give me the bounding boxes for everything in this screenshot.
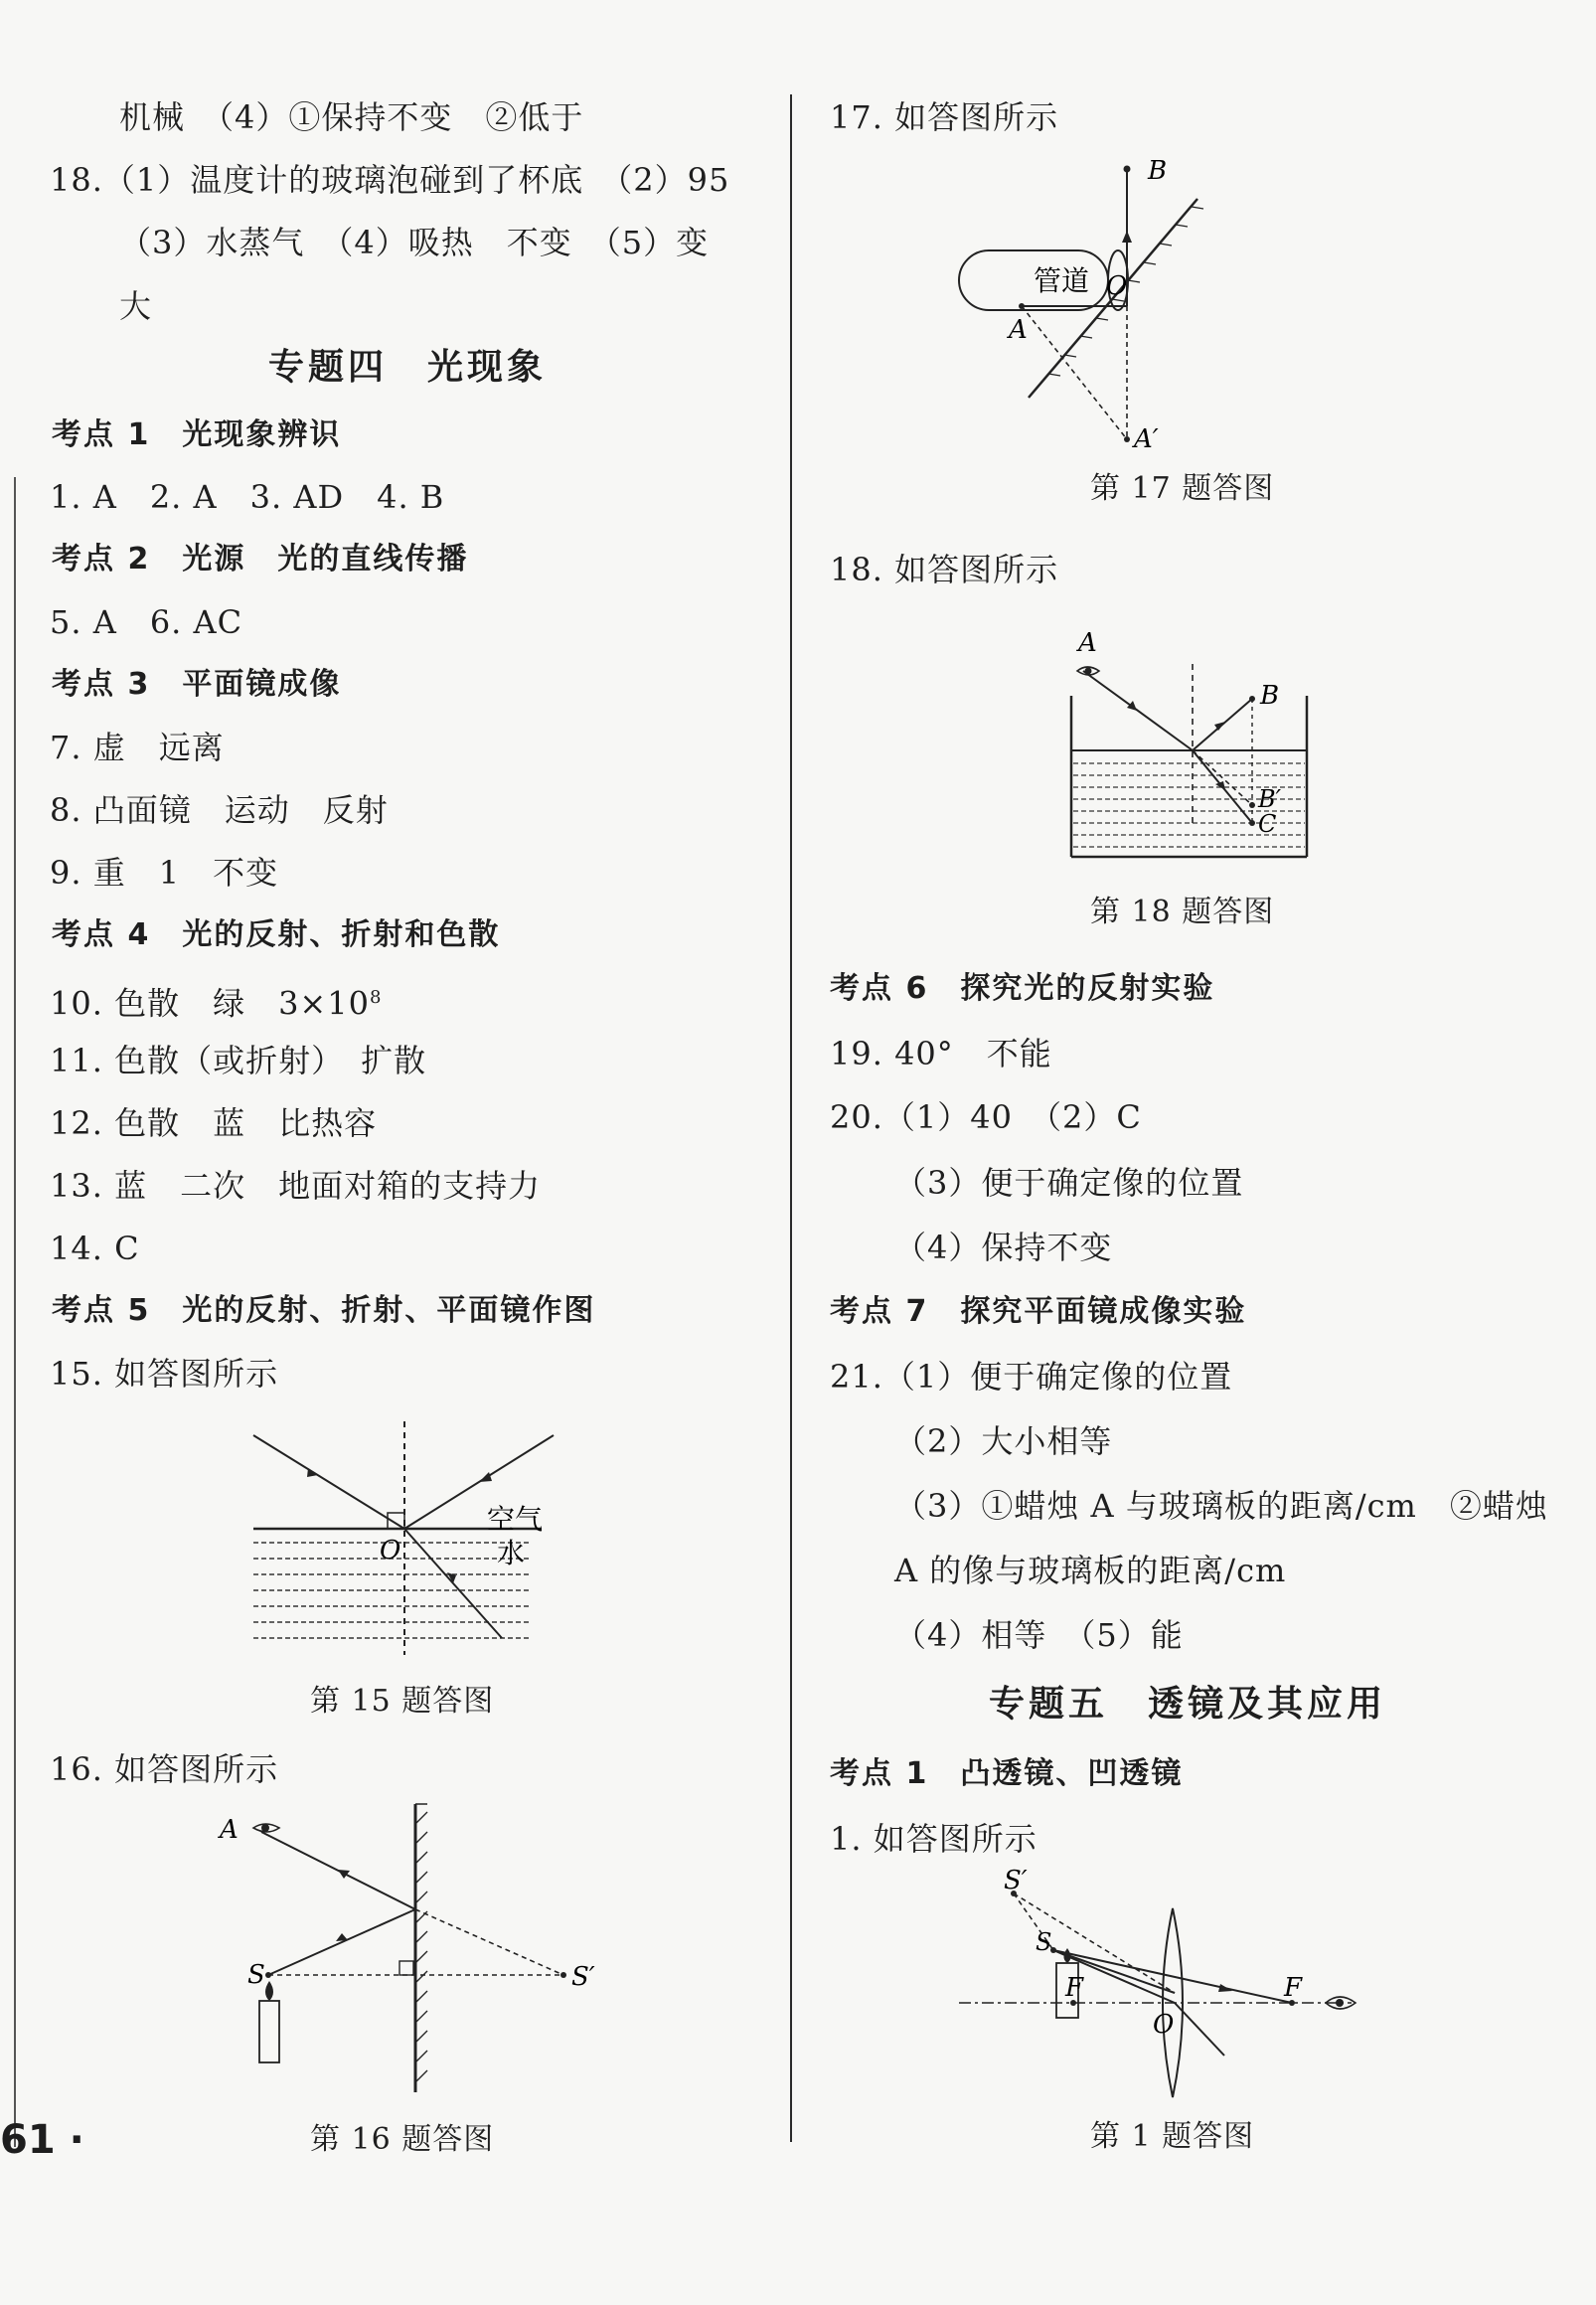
fig17-o-label: O [1106, 271, 1128, 301]
answer-line: 16. 如答图所示 [50, 1750, 279, 1788]
kaodian-heading: 考点 1 凸透镜、凹透镜 [830, 1756, 1184, 1791]
answer-line: 19. 40° 不能 [830, 1035, 1052, 1072]
fig18-c-label: C [1258, 810, 1277, 838]
answer-line: （3）水蒸气 （4）吸热 不变 （5）变 [119, 224, 710, 261]
fig16-s-prime-label: S′ [571, 1962, 595, 1992]
figure-18-refraction-container [1063, 626, 1332, 865]
kaodian-heading: 考点 1 光现象辨识 [52, 417, 342, 452]
answer-text: 10. 色散 绿 3×10 [50, 984, 370, 1023]
kaodian-heading: 考点 4 光的反射、折射和色散 [52, 917, 501, 952]
answer-line: （4）相等 （5）能 [894, 1616, 1184, 1654]
answer-line: A 的像与玻璃板的距离/cm [894, 1552, 1287, 1589]
answer-line: 9. 重 1 不变 [50, 854, 279, 892]
section-title: 专题五 透镜及其应用 [989, 1684, 1387, 1725]
answer-line [50, 978, 382, 1024]
figure-caption: 第 15 题答图 [310, 1684, 495, 1719]
fig1-s-label: S [1036, 1928, 1052, 1956]
fig16-s-label: S [247, 1960, 265, 1990]
margin-line [14, 477, 16, 2147]
fig17-a-label: A [1009, 315, 1028, 345]
answer-line: 11. 色散（或折射） 扩散 [50, 1042, 427, 1079]
figure-15-refraction [248, 1421, 566, 1660]
answer-line: 13. 蓝 二次 地面对箱的支持力 [50, 1167, 542, 1205]
exponent: 8 [369, 987, 383, 1008]
figure-caption: 第 16 题答图 [310, 2122, 495, 2157]
fig18-b-prime-label: B′ [1258, 785, 1282, 813]
fig1-o-label: O [1153, 2010, 1175, 2040]
figure-caption: 第 18 题答图 [1090, 895, 1275, 929]
answer-line: 12. 色散 蓝 比热容 [50, 1104, 378, 1142]
answer-line: 7. 虚 远离 [50, 729, 225, 766]
answer-line: 1. 如答图所示 [830, 1820, 1037, 1858]
figure-1-lens [954, 1866, 1371, 2077]
section-title: 专题四 光现象 [268, 347, 548, 388]
figure-17-periscope [1009, 156, 1357, 457]
answer-line: 18. 如答图所示 [830, 551, 1059, 588]
answer-line: 机械 （4）①保持不变 ②低于 [119, 98, 584, 136]
figure-caption: 第 17 题答图 [1090, 471, 1275, 506]
kaodian-heading: 考点 5 光的反射、折射、平面镜作图 [52, 1293, 596, 1328]
answer-line: （3）①蜡烛 A 与玻璃板的距离/cm ②蜡烛 [894, 1487, 1548, 1525]
fig17-pipe-label: 管道 [1034, 264, 1090, 297]
answer-line: 8. 凸面镜 运动 反射 [50, 791, 389, 829]
answer-line: 5. A 6. AC [50, 603, 243, 641]
fig15-air-label: 空气 [487, 1503, 544, 1536]
fig15-o-label: O [380, 1536, 401, 1565]
kaodian-heading: 考点 2 光源 光的直线传播 [52, 542, 469, 576]
figure-caption: 第 1 题答图 [1090, 2119, 1255, 2154]
fig18-b-label: B [1260, 681, 1280, 711]
fig1-f-left-label: F [1065, 1973, 1084, 2003]
answer-line: 21.（1）便于确定像的位置 [830, 1358, 1233, 1396]
figure-16-mirror [214, 1804, 601, 2102]
page-number: 61 · [0, 2117, 84, 2163]
answer-line: （4）保持不变 [894, 1229, 1113, 1266]
answer-line: 15. 如答图所示 [50, 1355, 279, 1393]
kaodian-heading: 考点 6 探究光的反射实验 [830, 971, 1215, 1006]
answer-line: 1. A 2. A 3. AD 4. B [50, 478, 445, 516]
fig17-a-prime-label: A′ [1134, 424, 1159, 454]
fig16-a-label: A [220, 1815, 239, 1845]
kaodian-heading: 考点 7 探究平面镜成像实验 [830, 1294, 1247, 1329]
answer-line: 18.（1）温度计的玻璃泡碰到了杯底 （2）95 [50, 161, 730, 199]
answer-line: 20.（1）40 （2）C [830, 1098, 1142, 1136]
fig1-s-prime-label: S′ [1004, 1866, 1028, 1895]
answer-line: 14. C [50, 1230, 140, 1267]
kaodian-heading: 考点 3 平面镜成像 [52, 667, 342, 702]
fig17-b-label: B [1148, 156, 1168, 186]
fig15-water-label: 水 [497, 1537, 526, 1569]
answer-line: 大 [119, 287, 153, 325]
answer-line: （3）便于确定像的位置 [894, 1164, 1244, 1202]
fig18-a-label: A [1078, 628, 1097, 658]
column-divider [790, 94, 792, 2142]
answer-line: （2）大小相等 [894, 1422, 1113, 1460]
answer-line: 17. 如答图所示 [830, 98, 1059, 136]
fig1-f-right-label: F [1284, 1973, 1303, 2003]
